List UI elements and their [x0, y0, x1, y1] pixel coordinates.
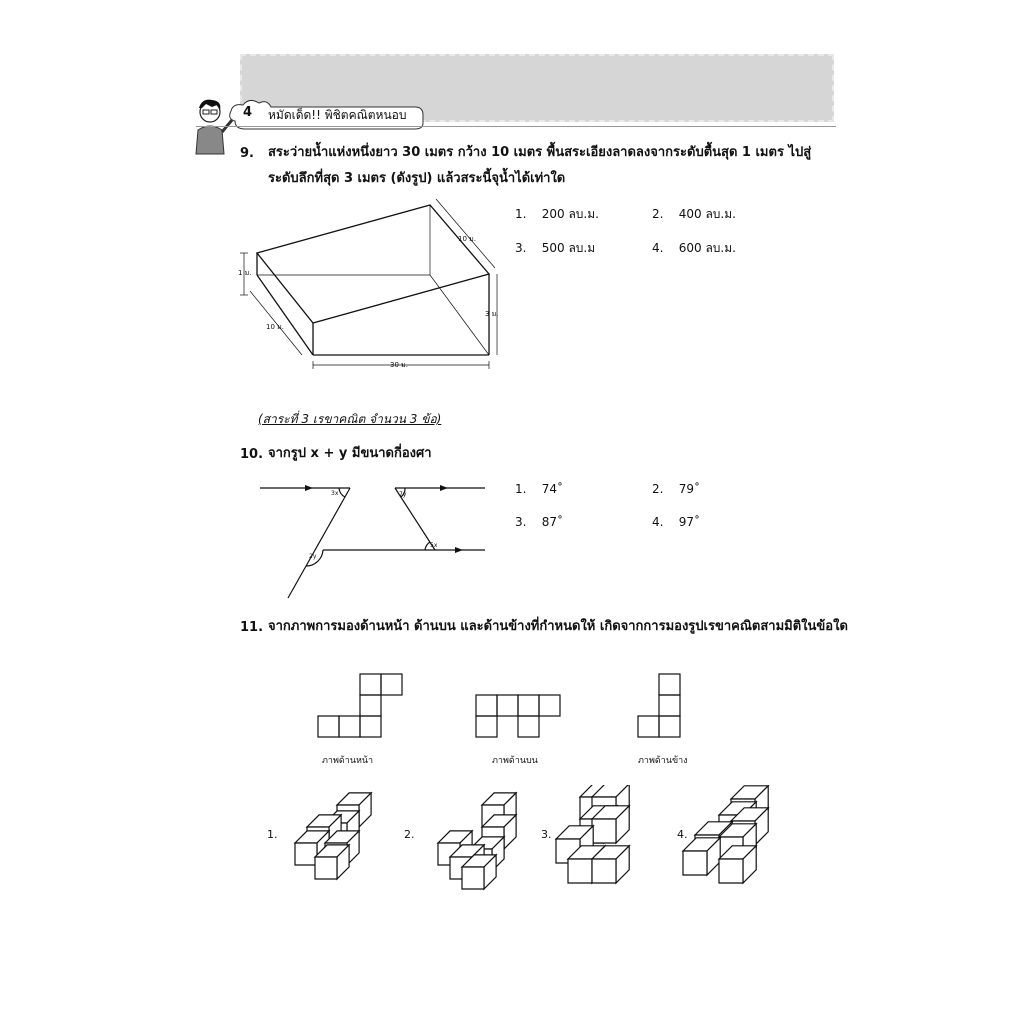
q11-option-1-label: 1. — [267, 828, 278, 841]
q9-choice-4: 4. 600 ลบ.ม. — [652, 241, 736, 255]
q11-option-2-figure — [420, 785, 520, 905]
q9-choice-3: 3. 500 ลบ.ม — [515, 241, 596, 255]
front-view-figure — [314, 672, 406, 738]
q10-label-d: 5x — [430, 542, 438, 549]
pool-figure — [230, 195, 505, 375]
q11-option-4-figure — [675, 785, 775, 910]
q10-choice-4: 4. 97˚ — [652, 515, 700, 529]
q9-text — [268, 140, 828, 192]
section-note: (สาระที่ 3 เรขาคณิต จำนวน 3 ข้อ) — [258, 412, 442, 426]
top-view-figure — [474, 693, 564, 739]
q11-option-4-label: 4. — [677, 828, 688, 841]
top-view-caption: ภาพด้านบน — [492, 756, 538, 766]
q11-text: จากภาพการมองด้านหน้า ด้านบน และด้านข้างที่กำหนดให้ เกิดจากการมองรูปเรขาคณิตสามมิติในข้อใด — [268, 619, 848, 634]
q10-choice-1: 1. 74˚ — [515, 482, 563, 496]
cube-face — [315, 857, 337, 879]
q9-label-depth-left: 1 ม. — [238, 269, 252, 277]
q10-choice-2: 2. 79˚ — [652, 482, 700, 496]
q9-choice-2: 2. 400 ลบ.ม. — [652, 207, 736, 221]
cube-face — [719, 859, 743, 883]
q9-label-width-left: 10 ม. — [266, 323, 284, 331]
q11-option-3-figure — [540, 785, 640, 910]
q10-label-b: 7y — [399, 491, 407, 498]
q9-number: 9. — [240, 146, 254, 161]
header-rule — [196, 126, 836, 127]
cube-face — [592, 819, 616, 843]
side-view-figure — [634, 672, 684, 738]
q10-label-c: 2y — [309, 553, 317, 560]
front-view-caption: ภาพด้านหน้า — [322, 756, 374, 766]
q9-text-line2: ระดับลึกที่สุด 3 เมตร (ดังรูป) แล้วสระนี้จุน้ำได้เท่าใด — [268, 171, 566, 186]
q9-label-width-top: 10 ม. — [458, 235, 476, 243]
cube-face — [683, 851, 707, 875]
cube-face — [462, 867, 484, 889]
q11-option-1-figure — [285, 785, 385, 885]
q11-number: 11. — [240, 620, 264, 635]
q9-text-line1: สระว่ายน้ำแห่งหนึ่งยาว 30 เมตร กว้าง 10 เมตร พื้นสระเอียงลาดลงจากระดับตื้นสุด 1 เมตร ไปสู่ — [268, 145, 812, 160]
q10-label-a: 3x — [331, 490, 339, 497]
q9-label-depth-right: 3 ม. — [485, 310, 499, 318]
cube-face — [592, 859, 616, 883]
q10-number: 10. — [240, 447, 264, 462]
angle-figure — [255, 478, 490, 600]
q9-choice-1: 1. 200 ลบ.ม. — [515, 207, 599, 221]
chapter-title: หมัดเด็ด!! พิชิตคณิตหนอบ — [268, 108, 407, 122]
side-view-caption: ภาพด้านข้าง — [638, 756, 688, 766]
cube-face — [295, 843, 317, 865]
page-number: 4 — [243, 105, 253, 120]
cube-face — [568, 859, 592, 883]
q10-choice-3: 3. 87˚ — [515, 515, 563, 529]
q9-label-length: 30 ม. — [390, 361, 408, 369]
q11-option-2-label: 2. — [404, 828, 415, 841]
q11-option-3-label: 3. — [541, 828, 552, 841]
q10-text: จากรูป x + y มีขนาดกี่องศา — [268, 446, 432, 461]
